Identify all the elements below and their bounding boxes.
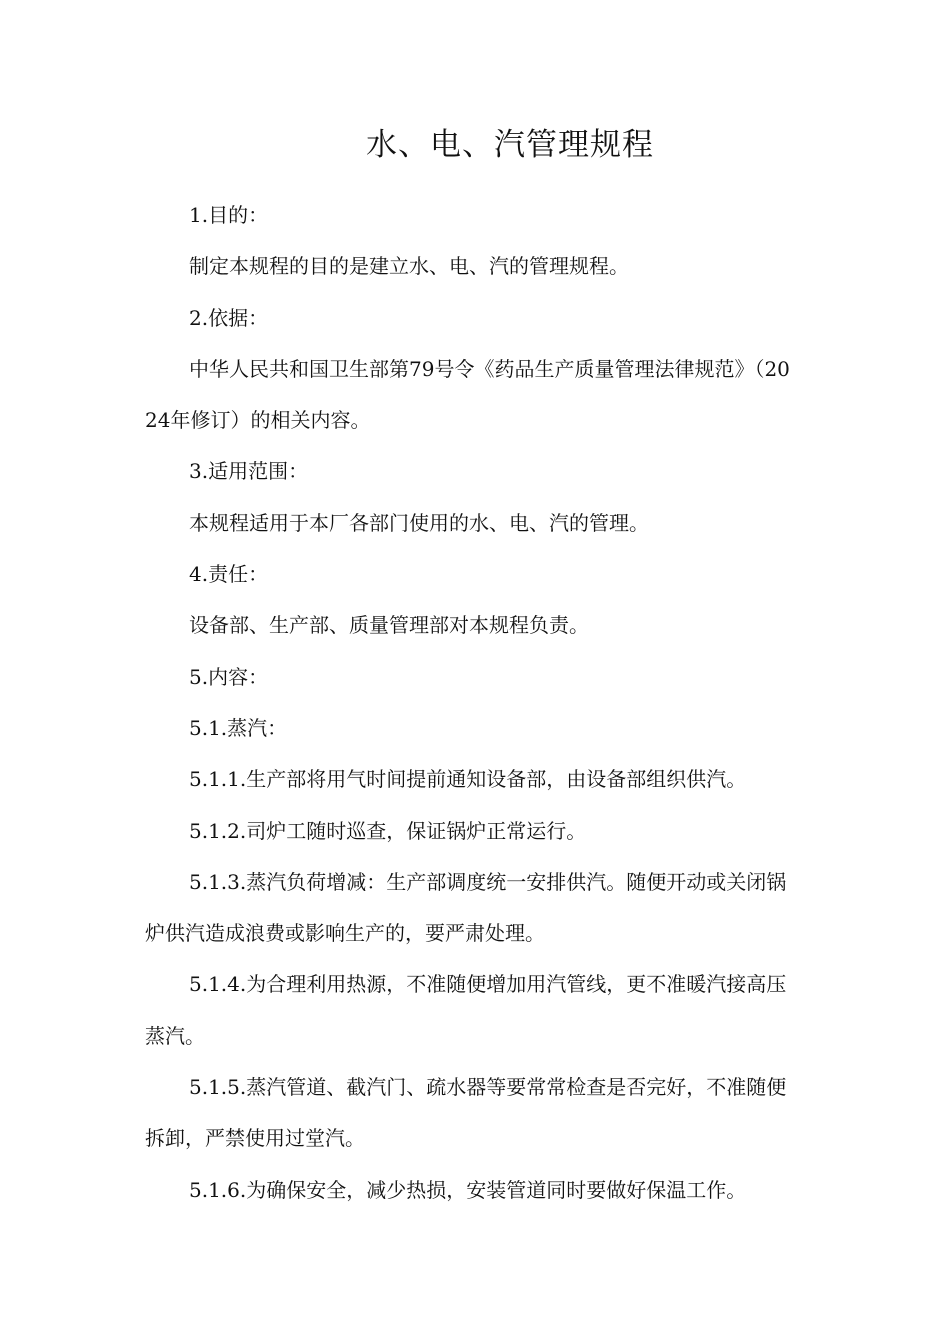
paragraph-responsibility: 设备部、生产部、质量管理部对本规程负责。 xyxy=(189,613,589,638)
section-heading-purpose: 1.目的： xyxy=(189,203,269,227)
section-heading-content: 5.内容： xyxy=(189,664,269,689)
clause-5-1-6: 5.1.6.为确保安全，减少热损，安装管道同时要做好保温工作。 xyxy=(189,1177,747,1202)
section-heading-scope: 3.适用范围： xyxy=(189,459,309,484)
subsection-heading-steam: 5.1.蒸汽： xyxy=(189,715,288,740)
section-heading-basis: 2.依据： xyxy=(189,305,269,330)
paragraph-purpose: 制定本规程的目的是建立水、电、汽的管理规程。 xyxy=(189,254,629,279)
paragraph-scope: 本规程适用于本厂各部门使用的水、电、汽的管理。 xyxy=(189,510,649,535)
clause-5-1-1: 5.1.1.生产部将用气时间提前通知设备部，由设备部组织供汽。 xyxy=(189,767,747,792)
document-body xyxy=(145,190,801,1216)
document-title: 水、电、汽管理规程 xyxy=(366,127,654,163)
clause-5-1-4: 5.1.4.为合理利用热源，不准随便增加用汽管线，更不准暖汽接高压蒸汽。 xyxy=(145,972,787,1048)
clause-5-1-2: 5.1.2.司炉工随时巡查，保证锅炉正常运行。 xyxy=(189,818,587,843)
clause-5-1-5: 5.1.5.蒸汽管道、截汽门、疏水器等要常常检查是否完好，不准随便拆卸，严禁使用过堂汽。 xyxy=(145,1075,787,1151)
clause-5-1-3: 5.1.3.蒸汽负荷增减：生产部调度统一安排供汽。随便开动或关闭锅炉供汽造成浪费或影响生产的，要严肃处理。 xyxy=(145,869,787,946)
paragraph-basis: 中华人民共和国卫生部第79号令《药品生产质量管理法律规范》（2024年修订）的相关内容。 xyxy=(145,356,790,433)
section-heading-responsibility: 4.责任： xyxy=(189,562,269,587)
